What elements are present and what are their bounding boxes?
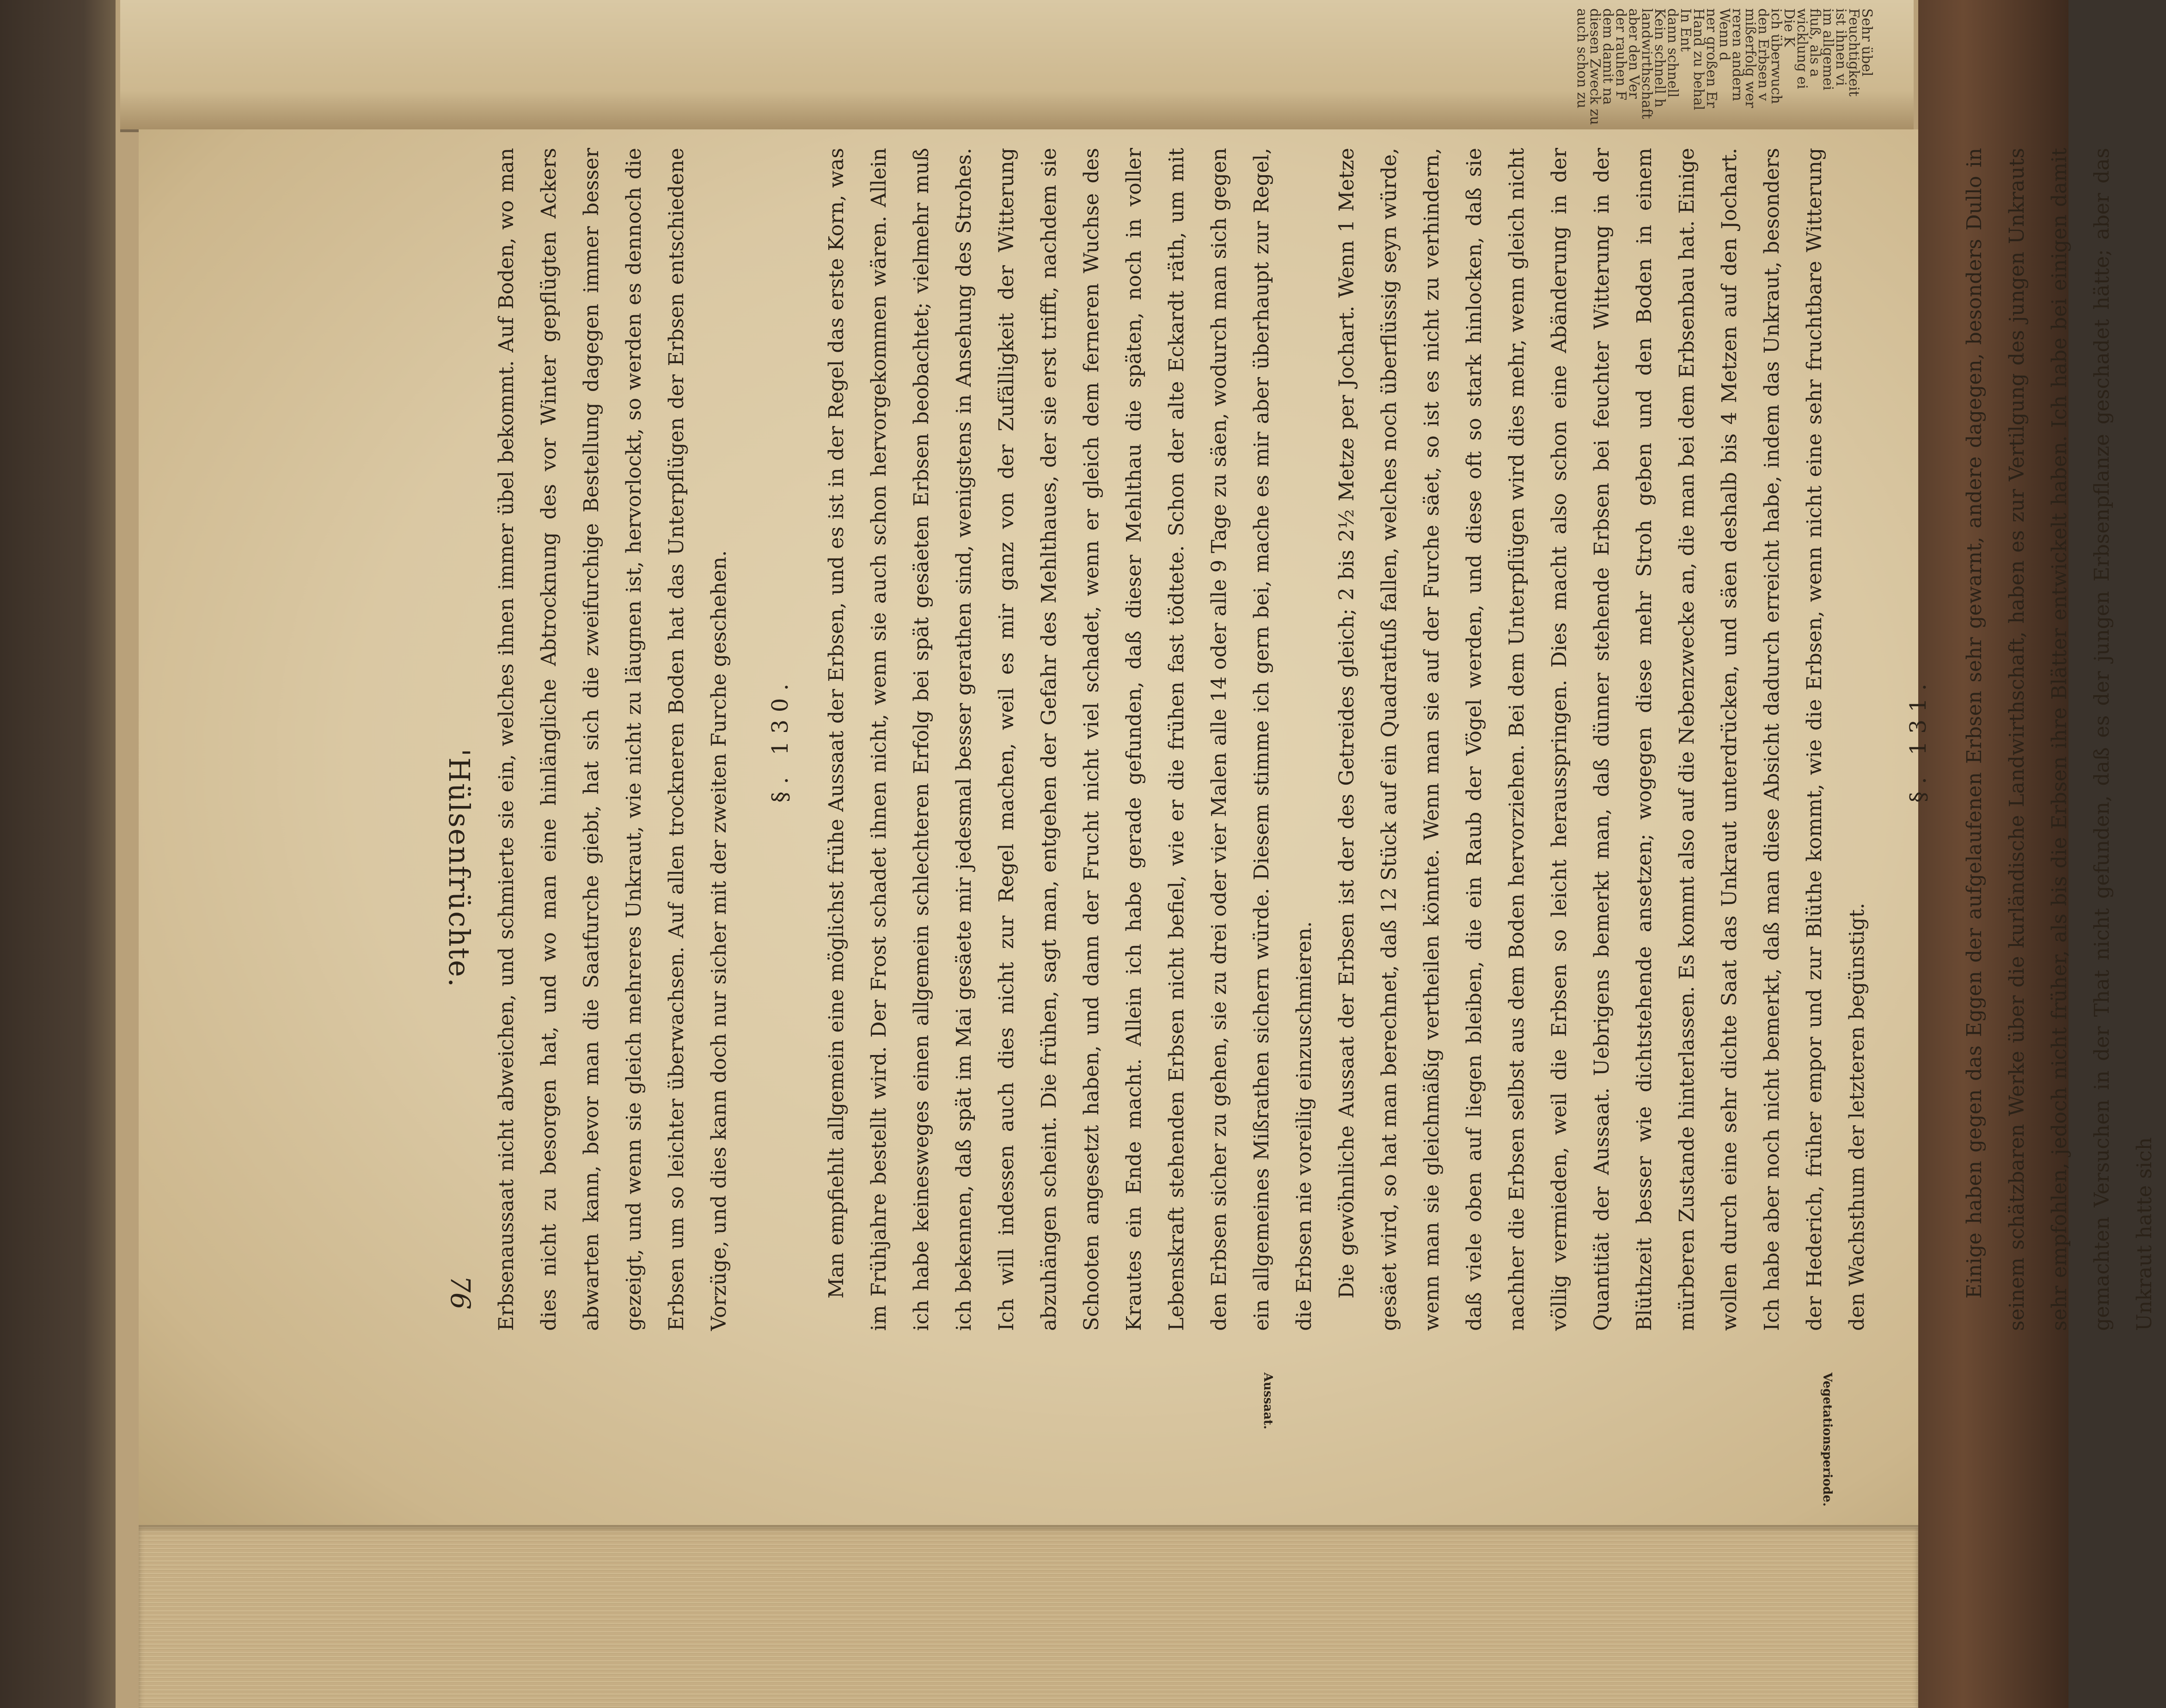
section-heading-131: §. 131. bbox=[1905, 676, 1931, 803]
paragraph-continuation: Erbsenaussaat nicht abweichen, und schmierte sie ein, welches ihnen immer übel bekommt. Auf Boden, wo man dies nicht zu besorgen hat, und wo man eine hinlängliche Abtrocknung des vor Winter gepflügten Ackers abwarten kann, bevor man die Saatfurche giebt, hat sich die zweifurchige Bestellung dagegen immer besser gezeigt, und wenn sie gleich mehreres Unkraut, wie nicht zu läugnen ist, hervorlockt, so werden es dennoch die Erbsen um so leichter überwachsen. Auf allen trockneren Boden hat das Unterpflügen der Erbsen entschiedene Vorzüge, und dies kann doch nur sicher mit der zweiten Furche geschehen. bbox=[495, 148, 731, 1331]
upper-page-line: im allgemei bbox=[1820, 8, 1836, 91]
running-head bbox=[421, 148, 476, 1516]
upper-page-line: Sehr übel bbox=[1859, 8, 1875, 77]
upper-page-line: landwirthschaft bbox=[1639, 8, 1655, 119]
paragraph: Man empfiehlt allgemein eine möglichst frühe Aussaat der Erbsen, und es ist in der Regel das erste Korn, was im Frühjahre bestellt wird. Der Frost schadet ihnen nicht, wenn sie auch schon hervorgekommen wären. Allein ich habe keinesweges einen allgemein schlechteren Erfolg bei spät gesäeten Erbsen beobachtet; vielmehr muß ich bekennen, daß spät im Mai gesäete mir jedesmal besser gerathen sind, wenigstens in Ansehung des Strohes. Ich will indessen auch dies nicht zur Regel machen, weil es mir ganz von der Zufälligkeit der Witterung abzuhängen scheint. Die frühen, sagt man, entgehen der Gefahr des Mehlthaues, der sie erst trifft, nachdem sie Schooten angesetzt haben, und dann der Frucht nicht viel schadet, wenn er gleich dem ferneren Wuchse des Krautes ein Ende macht. Allein ich habe gerade gefunden, daß dieser Mehlthau die späten, noch in voller Lebenskraft stehenden Erbsen nicht befiel, wie er die frühen fast tödtete. Schon der alte Eckardt räth, um mit den Erbsen sicher zu gehen, sie zu drei oder vier Malen alle 14 oder alle 9 Tage zu säen, wodurch man sich gegen ein allgemeines Mißrathen sichern würde. Diesem stimme ich gern bei, mache es mir aber überhaupt zur Regel, die Erbsen nie voreilig einzuschmieren. bbox=[825, 148, 1316, 1331]
upper-page-line: der rauhen F bbox=[1613, 8, 1629, 101]
page-block-edge bbox=[139, 1525, 1918, 1708]
upper-page-line: den Erbsen v bbox=[1755, 8, 1771, 101]
running-head-title: 'Hülsenfrüchte. bbox=[442, 749, 476, 988]
page-number: 76 bbox=[445, 1275, 476, 1310]
upper-page-line: Die K bbox=[1781, 8, 1797, 47]
upper-page-line: dem damit na bbox=[1600, 8, 1616, 105]
body-text bbox=[485, 148, 2156, 1331]
upper-page-line: Wenn d bbox=[1716, 8, 1732, 61]
paragraph: Die gewöhnliche Aussaat der Erbsen ist der des Getreides gleich; 2 bis 2½ Metze per Jochart. Wenn 1 Metze gesäet wird, so hat man berechnet, daß 12 Stück auf ein Quadratfuß fallen, welches noch überflüssig seyn würde, wenn man sie gleichmäßig vertheilen könnte. Wenn man sie auf der Furche säet, so ist es nicht zu verhindern, daß viele oben auf liegen bleiben, die ein Raub der Vögel werden, und diese oft so stark hinlocken, daß sie nachher die Erbsen selbst aus dem Boden hervorziehen. Bei dem Unterpflügen wird dies mehr, wenn gleich nicht völlig vermieden, weil die Erbsen so leicht herausspringen. Dies macht also schon eine Abänderung in der Quantität der Aussaat. Uebrigens bemerkt man, daß dünner stehende Erbsen bei feuchter Witterung in der Blüthzeit besser wie dichtstehende ansetzen; wogegen diese mehr Stroh geben und den Boden in einem mürberen Zustande hinterlassen. Es kommt also auf die Nebenzwecke an, die man bei dem Erbsenbau hat. Einige wollen durch eine sehr dichte Saat das Unkraut unterdrücken, und säen deshalb bis 4 Metzen auf den Jochart. Ich habe aber noch nicht bemerkt, daß man diese Absicht dadurch erreicht habe, indem das Unkraut, besonders der Hederich, früher empor und zur Blüthe kommt, wie die Erbsen, wenn nicht eine sehr fruchtbare Witterung den Wachsthum der letzteren begünstigt. bbox=[1335, 148, 1869, 1331]
upper-page-line: Feuchtigkeit bbox=[1846, 8, 1862, 97]
upper-page-line: ist ihnen vi bbox=[1833, 8, 1849, 86]
upper-page-line: diesen Zweck zu bbox=[1587, 8, 1603, 125]
margin-note-vegetationsperiode: Vegetationsperiode. bbox=[1820, 1372, 1834, 1507]
paragraph: Einige haben gegen das Eggen der aufgelaufenen Erbsen sehr gewarnt, andere dagegen, besonders Dullo in seinem schätzbaren Werke über die kurländische Landwirthschaft, haben es zur Vertilgung des jungen Unkrauts sehr empfohlen, jedoch nicht früher, als bis die Erbsen ihre Blätter entwickelt haben. Ich habe bei einigen damit gemachten Versuchen in der That nicht gefunden, daß es der jungen Erbsenpflanze geschadet hätte; aber das Unkraut hatte sich bbox=[1963, 148, 2156, 1331]
upper-page-line: fluß, als a bbox=[1807, 8, 1823, 77]
upper-page-line: mißerfolg wer bbox=[1742, 8, 1758, 108]
margin-note-aussaat: Aussaat. bbox=[1261, 1372, 1275, 1430]
upper-page-line: Kein schnell h bbox=[1652, 8, 1668, 108]
upper-page-line: ner großen Er bbox=[1703, 8, 1719, 108]
upper-page-line: aber den Ver bbox=[1626, 8, 1642, 99]
upper-page-line: In Ent bbox=[1677, 8, 1694, 52]
upper-page-line: Hand zu behal bbox=[1690, 8, 1707, 110]
rotated-page-text bbox=[153, 148, 2156, 1516]
upper-page-line: wicklung ei bbox=[1794, 8, 1810, 89]
upper-page-line: auch schon zu bbox=[1574, 8, 1590, 109]
upper-page-text bbox=[139, 5, 1895, 125]
section-heading-130: §. 130. bbox=[767, 676, 793, 803]
upper-page-line: ich überwuch bbox=[1768, 8, 1784, 104]
upper-page-line: dann schnell bbox=[1664, 8, 1681, 98]
upper-page-line: reren andern bbox=[1729, 8, 1745, 101]
